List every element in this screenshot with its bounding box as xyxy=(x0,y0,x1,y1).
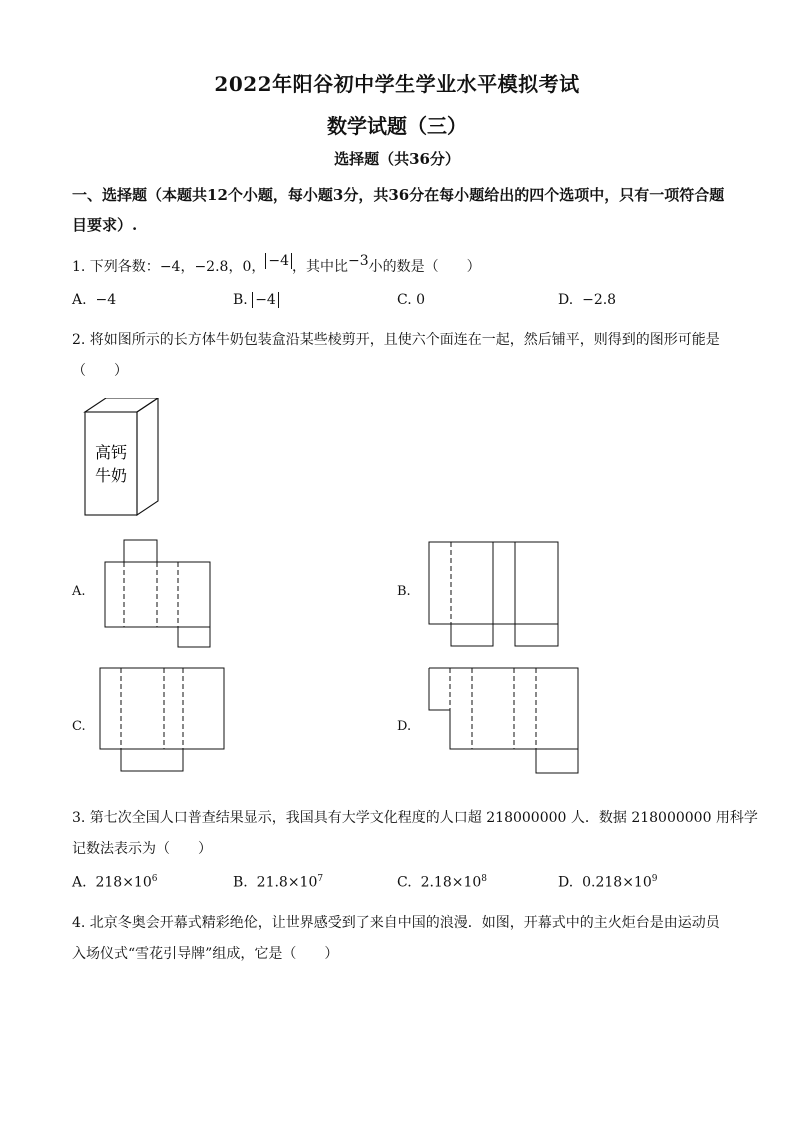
option-mantissa: 218 xyxy=(95,874,123,891)
q1-stem-mid: ，其中比 xyxy=(292,259,349,275)
option-times: ×10 xyxy=(122,874,152,891)
option-label: D. xyxy=(558,874,574,891)
option-exponent: 8 xyxy=(481,874,488,884)
q3-option-b[interactable] xyxy=(233,874,323,891)
option-label: C. xyxy=(397,292,412,308)
q1-sep: ， xyxy=(180,259,195,275)
q2-option-b-net[interactable] xyxy=(426,540,562,650)
q1-stem-start: 1. 下列各数： xyxy=(72,259,160,275)
option-label: A. xyxy=(72,874,87,891)
option-exponent: 6 xyxy=(151,874,158,884)
q2-option-a-label[interactable]: A. xyxy=(72,584,86,599)
question-2: 2. 将如图所示的长方体牛奶包装盒沿某些棱剪开，且使六个面连在一起，然后铺平，则得到的图形可能是 xyxy=(72,332,720,348)
question-2-cont: （ ） xyxy=(72,363,128,379)
box-text-line-2: 牛奶 xyxy=(94,466,128,485)
option-times: ×10 xyxy=(451,874,482,891)
question-3-cont: 记数法表示为（ ） xyxy=(72,841,212,857)
q1-number-3: 0 xyxy=(242,259,252,275)
option-mantissa: 0.218 xyxy=(582,874,623,891)
option-text: −4 xyxy=(252,292,279,308)
q2-option-a-net[interactable] xyxy=(100,538,215,650)
q1-option-d[interactable] xyxy=(558,292,616,308)
option-text: −4 xyxy=(95,292,117,308)
option-times: ×10 xyxy=(287,874,318,891)
q2-option-d-label[interactable]: D. xyxy=(397,719,412,734)
q1-sep: ， xyxy=(251,259,266,275)
q1-number-5: −3 xyxy=(348,253,369,269)
option-exponent: 7 xyxy=(317,874,324,884)
q1-option-a[interactable] xyxy=(72,292,116,308)
q1-option-c[interactable] xyxy=(397,292,425,308)
q1-option-b[interactable] xyxy=(233,292,279,308)
option-label: B. xyxy=(233,292,248,308)
option-label: B. xyxy=(233,874,248,891)
q2-option-b-label[interactable]: B. xyxy=(397,584,411,599)
question-4-cont: 入场仪式“雪花引导牌”组成，它是（ ） xyxy=(72,946,339,962)
option-mantissa: 21.8 xyxy=(256,874,288,891)
exam-title: 2022年阳谷初中学生学业水平模拟考试 xyxy=(214,72,580,96)
question-4: 4. 北京冬奥会开幕式精彩绝伦，让世界感受到了来自中国的浪漫．如图，开幕式中的主火炬台是由运动员 xyxy=(72,915,720,931)
option-text: −2.8 xyxy=(582,292,617,308)
q3-option-d[interactable] xyxy=(558,874,657,891)
box-text-line-1: 高钙 xyxy=(94,443,128,462)
q1-number-1: −4 xyxy=(159,259,181,275)
option-label: A. xyxy=(72,292,87,308)
q1-sep: ， xyxy=(228,259,243,275)
q1-number-4-abs: −4 xyxy=(265,253,292,269)
option-label: D. xyxy=(558,292,574,308)
option-label: C. xyxy=(397,874,412,891)
q3-option-c[interactable] xyxy=(397,874,487,891)
milk-box-figure xyxy=(80,398,170,520)
option-text: 0 xyxy=(416,292,426,308)
q1-stem-end: 小的数是（ ） xyxy=(368,259,481,275)
q2-option-c-net[interactable] xyxy=(97,666,227,776)
q1-number-2: −2.8 xyxy=(194,259,229,275)
section-title: 选择题（共36分） xyxy=(334,150,460,168)
section-instructions: 一、选择题（本题共12个小题，每小题3分，共36分在每小题给出的四个选项中，只有一项符合题目要求）. xyxy=(72,186,725,234)
option-mantissa: 2.18 xyxy=(420,874,452,891)
question-1 xyxy=(72,253,481,276)
option-exponent: 9 xyxy=(651,874,658,884)
exam-subtitle: 数学试题（三） xyxy=(327,114,467,138)
option-times: ×10 xyxy=(622,874,652,891)
q2-option-d-net[interactable] xyxy=(426,666,582,776)
q2-option-c-label[interactable]: C. xyxy=(72,719,86,734)
question-3: 3. 第七次全国人口普查结果显示，我国具有大学文化程度的人口超 218000000 人．数据 218000000 用科学 xyxy=(72,810,758,826)
q3-option-a[interactable] xyxy=(72,874,157,891)
